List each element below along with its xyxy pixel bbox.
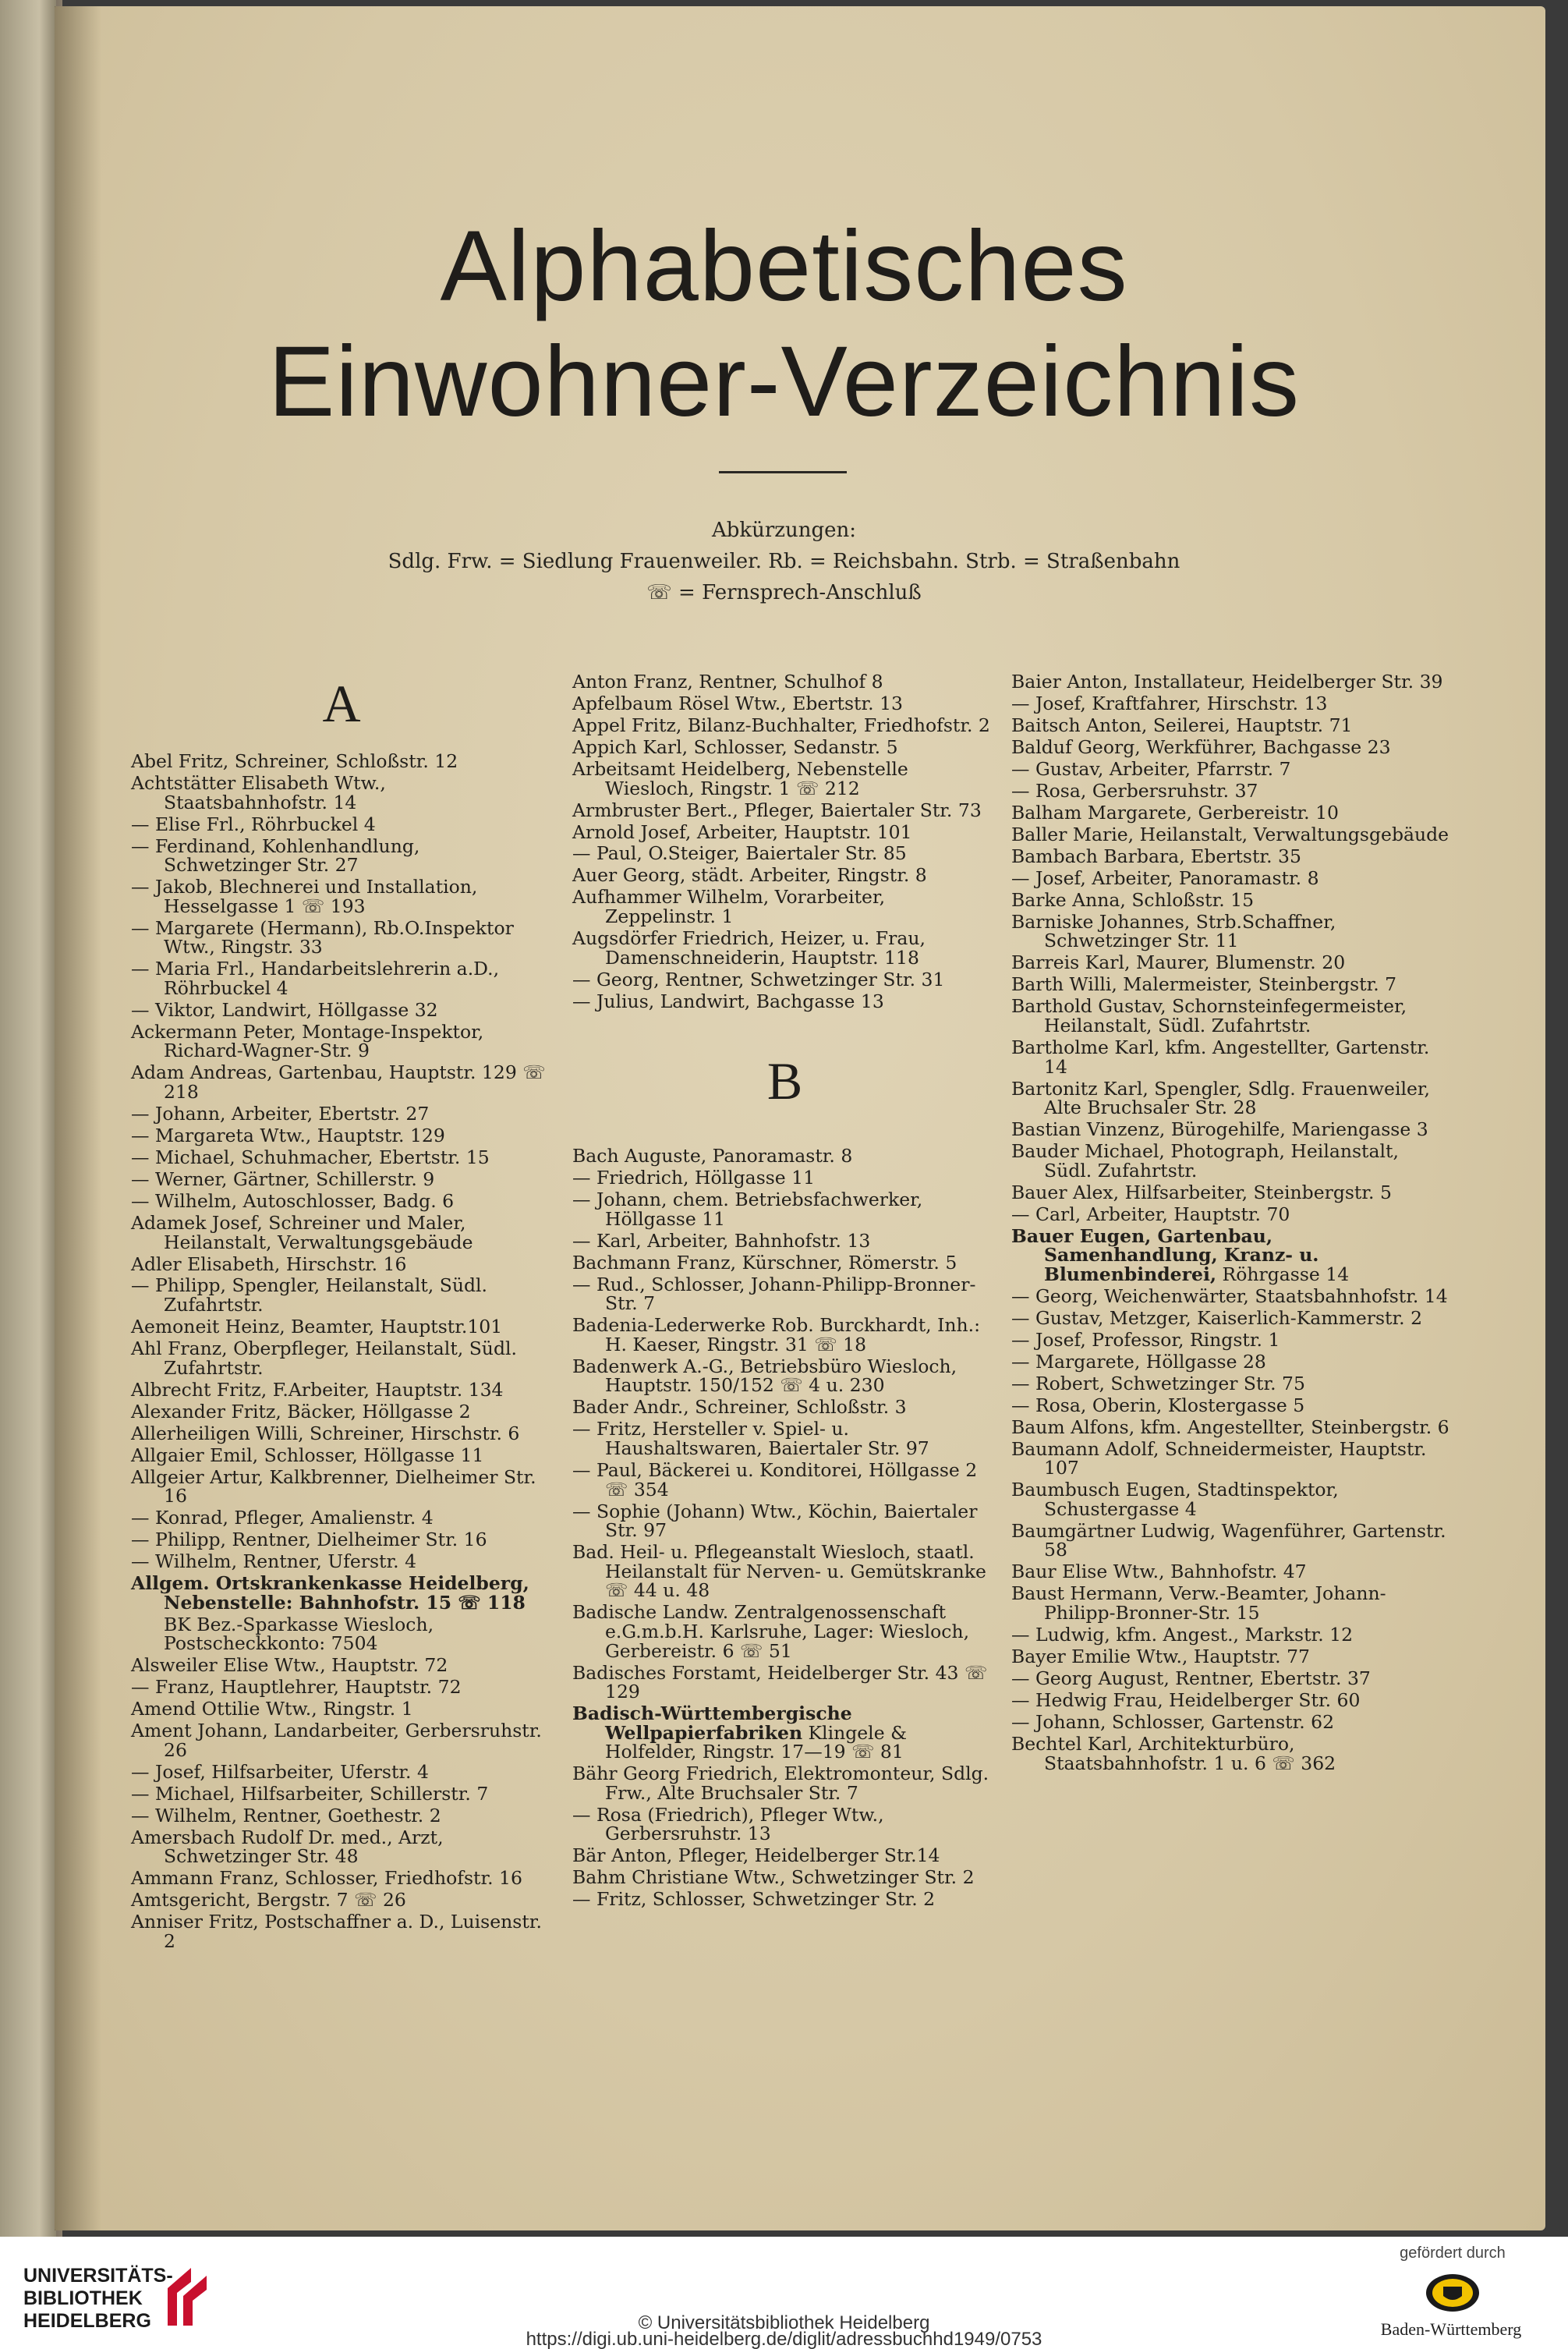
directory-entry: — Georg, Weichenwärter, Staatsbahnhofstr. 14 bbox=[1011, 1284, 1448, 1307]
directory-entry: Armbruster Bert., Pfleger, Baiertaler Str. 73 bbox=[572, 799, 982, 821]
directory-entry: Balham Margarete, Gerbereistr. 10 bbox=[1011, 801, 1340, 824]
directory-entry: — Philipp, Spengler, Heilanstalt, Südl. Zufahrtstr. bbox=[131, 1274, 487, 1316]
directory-entry: Bauder Michael, Photograph, Heilanstalt, Südl. Zufahrtstr. bbox=[1011, 1140, 1399, 1182]
abbreviations-line-2: ☏ = Fernsprech-Anschluß bbox=[646, 581, 922, 604]
title-divider bbox=[719, 471, 847, 473]
directory-entry: Badisches Forstamt, Heidelberger Str. 43 ☏ 129 bbox=[572, 1661, 988, 1703]
directory-entry: — Josef, Kraftfahrer, Hirschstr. 13 bbox=[1011, 692, 1328, 714]
directory-entry: Augsdörfer Friedrich, Heizer, u. Frau, Damenschneiderin, Hauptstr. 118 bbox=[572, 927, 926, 969]
abbreviations-block bbox=[0, 515, 1568, 608]
directory-entry: — Rosa, Oberin, Klostergasse 5 bbox=[1011, 1394, 1305, 1416]
directory-entry: Auer Georg, städt. Arbeiter, Ringstr. 8 bbox=[572, 864, 927, 887]
library-name-line-3: HEIDELBERG bbox=[23, 2310, 151, 2332]
library-name-line-2: BIBLIOTHEK bbox=[23, 2287, 143, 2309]
directory-entry: Appich Karl, Schlosser, Sedanstr. 5 bbox=[572, 735, 898, 758]
baden-wuerttemberg-seal-icon bbox=[1421, 2269, 1484, 2316]
directory-entry: Badenia-Lederwerke Rob. Burckhardt, Inh.: H. Kaeser, Ringstr. 31 ☏ 18 bbox=[572, 1314, 981, 1355]
directory-entry: — Michael, Schuhmacher, Ebertstr. 15 bbox=[131, 1146, 490, 1168]
directory-entry: Bär Anton, Pfleger, Heidelberger Str.14 bbox=[572, 1844, 940, 1867]
directory-entry: Allgeier Artur, Kalkbrenner, Dielheimer Str. 16 bbox=[131, 1465, 536, 1508]
directory-entry: — Paul, O.Steiger, Baiertaler Str. 85 bbox=[572, 842, 907, 865]
directory-column-3 bbox=[1011, 672, 1452, 1776]
directory-entry: Baitsch Anton, Seilerei, Hauptstr. 71 bbox=[1011, 714, 1353, 736]
directory-column-2 bbox=[572, 672, 997, 1911]
directory-entry: Barniske Johannes, Strb.Schaffner, Schwetzinger Str. 11 bbox=[1011, 910, 1336, 952]
directory-entry: Baum Alfons, kfm. Angestellter, Steinbergstr. 6 bbox=[1011, 1415, 1449, 1438]
directory-entry: Bach Auguste, Panoramastr. 8 bbox=[572, 1145, 853, 1167]
directory-entry: — Maria Frl., Handarbeitslehrerin a.D., Röhrbuckel 4 bbox=[131, 958, 500, 999]
directory-entry: Ament Johann, Landarbeiter, Gerbersruhstr. 26 bbox=[131, 1720, 542, 1761]
directory-entry: Amtsgericht, Bergstr. 7 ☏ 26 bbox=[131, 1889, 406, 1911]
directory-entry: Allgem. Ortskrankenkasse Heidelberg, Nebenstelle: Bahnhofstr. 15 ☏ 118 bbox=[131, 1572, 529, 1614]
funded-by-label: gefördert durch bbox=[1400, 2244, 1506, 2262]
directory-entry: — Paul, Bäckerei u. Konditorei, Höllgasse 2 ☏ 354 bbox=[572, 1459, 978, 1500]
source-url-link[interactable]: https://digi.ub.uni-heidelberg.de/diglit/adressbuchhd1949/0753 bbox=[526, 2329, 1042, 2349]
directory-entry: — Julius, Landwirt, Bachgasse 13 bbox=[572, 990, 884, 1012]
directory-entry: Abel Fritz, Schreiner, Schloßstr. 12 bbox=[131, 750, 458, 772]
directory-entry: Bartholme Karl, kfm. Angestellter, Gartenstr. 14 bbox=[1011, 1036, 1430, 1078]
directory-entry: Allgaier Emil, Schlosser, Höllgasse 11 bbox=[131, 1444, 484, 1466]
directory-entry: Barth Willi, Malermeister, Steinbergstr. 7 bbox=[1011, 973, 1397, 996]
directory-entry: Apfelbaum Rösel Wtw., Ebertstr. 13 bbox=[572, 692, 903, 714]
directory-entry: Aemoneit Heinz, Beamter, Hauptstr.101 bbox=[131, 1316, 503, 1338]
directory-entry: Bartonitz Karl, Spengler, Sdlg. Frauenweiler, Alte Bruchsaler Str. 28 bbox=[1011, 1077, 1431, 1119]
directory-entry: — Carl, Arbeiter, Hauptstr. 70 bbox=[1011, 1203, 1290, 1225]
directory-entry: Bahm Christiane Wtw., Schwetzinger Str. 2 bbox=[572, 1866, 975, 1889]
directory-entry: Badenwerk A.-G., Betriebsbüro Wiesloch, Hauptstr. 150/152 ☏ 4 u. 230 bbox=[572, 1355, 957, 1397]
directory-entry: Bauer Alex, Hilfsarbeiter, Steinbergstr. 5 bbox=[1011, 1181, 1392, 1203]
directory-entry: Amersbach Rudolf Dr. med., Arzt, Schwetzinger Str. 48 bbox=[131, 1826, 444, 1868]
directory-entry: Ammann Franz, Schlosser, Friedhofstr. 16 bbox=[131, 1867, 522, 1890]
directory-entry: — Konrad, Pfleger, Amalienstr. 4 bbox=[131, 1507, 434, 1529]
directory-entry: Anniser Fritz, Postschaffner a. D., Luisenstr. 2 bbox=[131, 1911, 542, 1952]
directory-entry: Baller Marie, Heilanstalt, Verwaltungsgebäude bbox=[1011, 823, 1449, 845]
directory-entry: Baumgärtner Ludwig, Wagenführer, Gartenstr. 58 bbox=[1011, 1519, 1446, 1561]
directory-entry: — Margareta Wtw., Hauptstr. 129 bbox=[131, 1124, 445, 1146]
directory-entry: Bauer Eugen, Gartenbau, Samenhandlung, Kranz- u. Blumenbinderei, Röhrgasse 14 bbox=[1011, 1224, 1350, 1285]
directory-entry: — Elise Frl., Röhrbuckel 4 bbox=[131, 813, 376, 835]
directory-entry: Bambach Barbara, Ebertstr. 35 bbox=[1011, 845, 1301, 867]
directory-entry: — Georg August, Rentner, Ebertstr. 37 bbox=[1011, 1667, 1371, 1689]
directory-entry: — Rosa (Friedrich), Pfleger Wtw., Gerbersruhstr. 13 bbox=[572, 1803, 884, 1845]
directory-entry: Bastian Vinzenz, Bürogehilfe, Mariengasse 3 bbox=[1011, 1118, 1428, 1141]
directory-entry: — Ludwig, kfm. Angest., Markstr. 12 bbox=[1011, 1624, 1354, 1646]
directory-entry: Barke Anna, Schloßstr. 15 bbox=[1011, 888, 1255, 911]
directory-entry: — Werner, Gärtner, Schillerstr. 9 bbox=[131, 1167, 435, 1190]
directory-entry: Ackermann Peter, Montage-Inspektor, Richard-Wagner-Str. 9 bbox=[131, 1020, 484, 1062]
funder-name: Baden-Württemberg bbox=[1380, 2319, 1522, 2339]
directory-entry: — Rud., Schlosser, Johann-Philipp-Bronner-Str. 7 bbox=[572, 1273, 976, 1315]
directory-entry: Alexander Fritz, Bäcker, Höllgasse 2 bbox=[131, 1400, 471, 1423]
directory-entry: Baust Hermann, Verw.-Beamter, Johann-Philipp-Bronner-Str. 15 bbox=[1011, 1582, 1386, 1624]
section-letter: B bbox=[766, 1051, 803, 1111]
directory-entry: — Wilhelm, Rentner, Goethestr. 2 bbox=[131, 1804, 441, 1826]
directory-entry: Arbeitsamt Heidelberg, Nebenstelle Wiesloch, Ringstr. 1 ☏ 212 bbox=[572, 757, 908, 799]
directory-entry: Adler Elisabeth, Hirschstr. 16 bbox=[131, 1252, 407, 1275]
directory-entry: Barreis Karl, Maurer, Blumenstr. 20 bbox=[1011, 951, 1346, 974]
directory-entry: — Michael, Hilfsarbeiter, Schillerstr. 7 bbox=[131, 1782, 489, 1805]
title-line-1: Alphabetisches bbox=[440, 211, 1128, 322]
directory-entry: Adamek Josef, Schreiner und Maler, Heilanstalt, Verwaltungsgebäude bbox=[131, 1211, 473, 1253]
abbreviations-heading: Abkürzungen: bbox=[711, 519, 857, 542]
directory-entry: Bähr Georg Friedrich, Elektromonteur, Sdlg. Frw., Alte Bruchsaler Str. 7 bbox=[572, 1763, 989, 1804]
directory-entry: — Margarete (Hermann), Rb.O.Inspektor Wtw., Ringstr. 33 bbox=[131, 916, 514, 958]
directory-entry: — Josef, Hilfsarbeiter, Uferstr. 4 bbox=[131, 1760, 429, 1783]
directory-entry: Ahl Franz, Oberpfleger, Heilanstalt, Südl. Zufahrtstr. bbox=[131, 1337, 517, 1379]
directory-entry: Achtstätter Elisabeth Wtw., Staatsbahnhofstr. 14 bbox=[131, 771, 386, 813]
directory-entry: — Josef, Arbeiter, Panoramastr. 8 bbox=[1011, 866, 1319, 889]
directory-entry: Baumbusch Eugen, Stadtinspektor, Schustergasse 4 bbox=[1011, 1479, 1339, 1520]
directory-column-1 bbox=[131, 672, 552, 1954]
directory-entry: Baumann Adolf, Schneidermeister, Hauptstr. 107 bbox=[1011, 1437, 1427, 1479]
directory-entry: — Margarete, Höllgasse 28 bbox=[1011, 1350, 1266, 1373]
directory-entry: Alsweiler Elise Wtw., Hauptstr. 72 bbox=[131, 1654, 448, 1677]
directory-entry: BK Bez.-Sparkasse Wiesloch, Postscheckkonto: 7504 bbox=[164, 1613, 434, 1655]
copyright-notice: © Universitätsbibliothek Heidelberg bbox=[638, 2312, 930, 2333]
directory-entry: Albrecht Fritz, F.Arbeiter, Hauptstr. 134 bbox=[131, 1378, 504, 1401]
directory-entry: — Hedwig Frau, Heidelberger Str. 60 bbox=[1011, 1688, 1361, 1711]
directory-entry: — Wilhelm, Rentner, Uferstr. 4 bbox=[131, 1550, 417, 1573]
directory-entry: — Gustav, Metzger, Kaiserlich-Kammerstr. 2 bbox=[1011, 1306, 1423, 1329]
directory-entry: — Sophie (Johann) Wtw., Köchin, Baiertaler Str. 97 bbox=[572, 1500, 978, 1542]
directory-entry: — Ferdinand, Kohlenhandlung, Schwetzinger Str. 27 bbox=[131, 834, 420, 877]
directory-entry: Amend Ottilie Wtw., Ringstr. 1 bbox=[131, 1698, 413, 1720]
directory-entry: — Rosa, Gerbersruhstr. 37 bbox=[1011, 779, 1258, 802]
directory-entry: Balduf Georg, Werkführer, Bachgasse 23 bbox=[1011, 735, 1391, 758]
directory-entry: — Karl, Arbeiter, Bahnhofstr. 13 bbox=[572, 1229, 871, 1252]
directory-entry: — Fritz, Schlosser, Schwetzinger Str. 2 bbox=[572, 1888, 936, 1911]
directory-entry: Barthold Gustav, Schornsteinfegermeister, Heilanstalt, Südl. Zufahrtstr. bbox=[1011, 995, 1407, 1036]
directory-entry: Bachmann Franz, Kürschner, Römerstr. 5 bbox=[572, 1251, 957, 1274]
directory-entry: Baier Anton, Installateur, Heidelberger Str. 39 bbox=[1011, 671, 1443, 693]
library-name-line-1: UNIVERSITÄTS- bbox=[23, 2265, 173, 2287]
directory-entry: — Robert, Schwetzinger Str. 75 bbox=[1011, 1372, 1305, 1394]
directory-entry: Baur Elise Wtw., Bahnhofstr. 47 bbox=[1011, 1561, 1307, 1583]
directory-entry: — Johann, Schlosser, Gartenstr. 62 bbox=[1011, 1710, 1335, 1733]
directory-entry: Bad. Heil- u. Pflegeanstalt Wiesloch, staatl. Heilanstalt für Nerven- u. Gemütskranke ☏ 44 u. 48 bbox=[572, 1541, 986, 1602]
directory-entry: Aufhammer Wilhelm, Vorarbeiter, Zeppelinstr. 1 bbox=[572, 886, 886, 928]
directory-entry: — Georg, Rentner, Schwetzinger Str. 31 bbox=[572, 968, 945, 990]
directory-entry: — Wilhelm, Autoschlosser, Badg. 6 bbox=[131, 1189, 455, 1212]
directory-entry: — Friedrich, Höllgasse 11 bbox=[572, 1167, 816, 1189]
directory-entry: Bechtel Karl, Architekturbüro, Staatsbahnhofstr. 1 u. 6 ☏ 362 bbox=[1011, 1732, 1336, 1774]
directory-entry: — Josef, Professor, Ringstr. 1 bbox=[1011, 1328, 1280, 1351]
directory-entry: Bayer Emilie Wtw., Hauptstr. 77 bbox=[1011, 1645, 1310, 1667]
section-letter: A bbox=[322, 674, 361, 733]
directory-entry: Appel Fritz, Bilanz-Buchhalter, Friedhofstr. 2 bbox=[572, 714, 990, 736]
abbreviations-line-1: Sdlg. Frw. = Siedlung Frauenweiler. Rb. = Reichsbahn. Strb. = Straßenbahn bbox=[388, 550, 1180, 573]
title-line-2: Einwohner-Verzeichnis bbox=[268, 326, 1300, 438]
directory-entry: Badisch-Württembergische Wellpapierfabriken Klingele & Holfelder, Ringstr. 17—19 ☏ 81 bbox=[572, 1702, 907, 1763]
directory-entry: Anton Franz, Rentner, Schulhof 8 bbox=[572, 671, 883, 693]
directory-entry: Badische Landw. Zentralgenossenschaft e.G.m.b.H. Karlsruhe, Lager: Wiesloch, Gerbereistr. 6 ☏ 51 bbox=[572, 1601, 970, 1662]
directory-entry: — Philipp, Rentner, Dielheimer Str. 16 bbox=[131, 1529, 487, 1551]
directory-entry: — Johann, chem. Betriebsfachwerker, Höllgasse 11 bbox=[572, 1189, 923, 1230]
page-title bbox=[0, 209, 1568, 440]
directory-entry: Arnold Josef, Arbeiter, Hauptstr. 101 bbox=[572, 820, 912, 843]
directory-entry: — Gustav, Arbeiter, Pfarrstr. 7 bbox=[1011, 757, 1291, 780]
directory-entry: — Jakob, Blechnerei und Installation, Hesselgasse 1 ☏ 193 bbox=[131, 876, 478, 917]
directory-entry: Adam Andreas, Gartenbau, Hauptstr. 129 ☏ 218 bbox=[131, 1061, 546, 1104]
directory-entry: — Fritz, Hersteller v. Spiel- u. Haushaltswaren, Baiertaler Str. 97 bbox=[572, 1418, 929, 1460]
directory-entry: — Franz, Hauptlehrer, Hauptstr. 72 bbox=[131, 1676, 462, 1699]
directory-entry: Allerheiligen Willi, Schreiner, Hirschstr. 6 bbox=[131, 1422, 520, 1444]
directory-entry: — Johann, Arbeiter, Ebertstr. 27 bbox=[131, 1103, 430, 1125]
directory-entry: Bader Andr., Schreiner, Schloßstr. 3 bbox=[572, 1396, 907, 1419]
directory-entry: — Viktor, Landwirt, Höllgasse 32 bbox=[131, 998, 438, 1021]
